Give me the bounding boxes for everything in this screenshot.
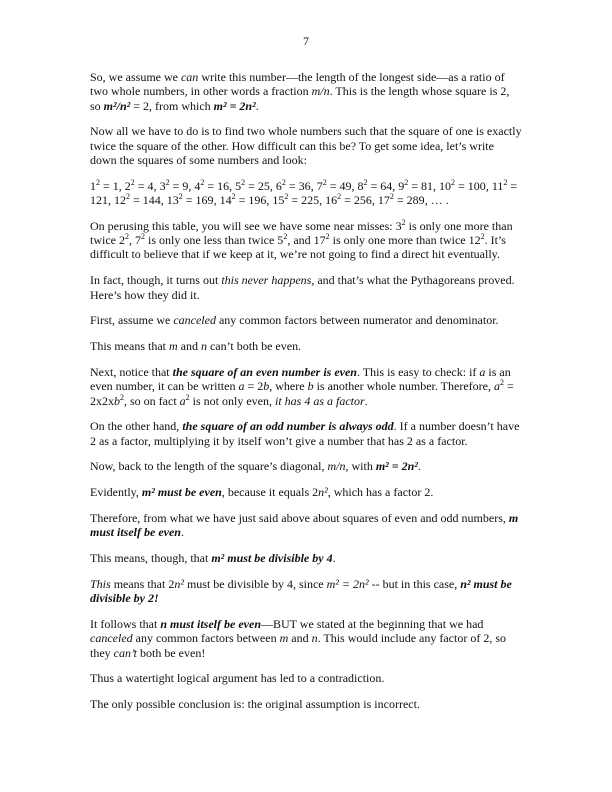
square-value: = 256 [341,193,372,208]
paragraph-not-both-even: This means that m and n can’t both be even. [90,339,302,354]
paragraph-ratio-assumption: So, we assume we can write this number—the length of the longest side—as a ratio of two whole numbers, in other words a fraction m/n. This is the length whose square is 2, so m²/n² = 2, from which m² = 2n². [90,70,510,113]
square-value: = 25 [245,178,270,193]
square-exponent: 2 [404,177,409,187]
square-base: 9 [398,178,405,193]
square-base: 1 [90,178,96,193]
square-exponent: 2 [281,177,286,187]
square-base: 17 [377,193,390,208]
paragraph-n-even: It follows that n must itself be even—BUT we stated at the beginning that we had canceled any common factors between m and n. This would include any factor of 2, so they can’t both be even! [90,617,507,660]
square-base: 13 [166,193,179,208]
paragraph-diagonal: Now, back to the length of the square’s diagonal, m/n, with m² = 2n². [90,459,421,474]
square-value: = 196 [235,193,267,208]
square-base: 12 [114,193,126,208]
page-body [90,70,522,723]
paragraph-divisible-by-4: This means, though, that m² must be divisible by 4. [90,551,336,566]
square-entry [272,193,319,207]
square-base: 14 [219,193,232,208]
square-entry [167,193,214,207]
square-exponent: 2 [96,177,100,187]
paragraph-conclusion: The only possible conclusion is: the original assumption is incorrect. [90,697,420,712]
square-exponent: 2 [178,192,183,202]
square-base: 6 [275,178,282,193]
square-entry [378,193,425,207]
square-base: 7 [316,178,323,193]
square-exponent: 2 [337,192,342,202]
square-value: = 4 [134,178,154,193]
square-value: = 100 [455,178,486,193]
square-exponent: 2 [200,177,205,187]
paragraph-near-misses: On perusing this table, you will see we have some near misses: $3^2$ is only one more than twice $2^2$, $7^2$ is only one less than twice $5^2$, and $17^2$ is only one more than twice $12^2$. It’s difficult to believe that if we keep at it, we’re not going to find a direct hit eventually. [90,217,513,262]
square-value: = 36 [285,178,311,193]
square-base: 10 [439,178,452,193]
square-value: = 169 [182,193,214,208]
square-entry [114,193,161,207]
square-entry [276,179,311,193]
square-base: 16 [325,193,338,208]
square-exponent: 2 [126,192,130,202]
square-base: 15 [272,193,285,208]
paragraph-odd-square: On the other hand, the square of an odd number is always odd. If a number doesn’t have 2 as a factor, multiplying it by itself won’t give a number that has 2 as a factor. [90,419,520,448]
square-value: = 9 [169,178,189,193]
paragraph-even-square: Next, notice that the square of an even number is even. This is easy to check: if a is an even number, it can be written a = 2b, where b is another whole number. Therefore, $a^2 = 2x2xb^2$, so on fact $a^2$ is not only even, it has 4 as a factor. [90,364,514,408]
square-entry [398,179,433,193]
square-exponent: 2 [284,192,289,202]
square-base: 5 [235,178,242,193]
square-base: 11 [491,178,504,193]
paragraph-never-happens: In fact, though, it turns out this never happens, and that’s what the Pythagoreans proved. Here’s how they did it. [90,273,515,302]
square-value: = 121 [90,178,518,208]
paragraph-m-even: Therefore, from what we have just said above about squares of even and odd numbers, m must itself be even. [90,511,519,540]
square-exponent: 2 [130,177,135,187]
square-entry [160,179,189,193]
page-number: 7 [303,34,309,48]
square-entry [90,179,119,193]
paragraph-find-numbers: Now all we have to do is to find two whole numbers such that the square of one is exactly twice the square of the other. How difficult can this be? To get some idea, let’s write down the squares of some numbers and look: [90,124,522,167]
square-base: 3 [159,178,166,193]
square-base: 4 [194,178,201,193]
square-entry [317,179,352,193]
square-exponent: 2 [241,177,246,187]
square-exponent: 2 [322,177,327,187]
square-exponent: 2 [389,192,394,202]
squares-table: $1^2 = 1$, $2^2 = 4$, $3^2 = 9$, $4^2 = 16$, $5^2 = 25$, $6^2 = 36$, $7^2 = 49$, $8^2 = 64$, $9^2 = 81$, $10^2 = 100$, $11^2 = 121$, $12^2 = 144$, $13^2 = 169$, $14^2 = 196$, $15^2 = 225$, $16^2 = 256$, $17^2 = 289$, … . [90,177,518,208]
squares-tail: , … . [424,193,449,208]
paragraph-m-squared-even: Evidently, m² must be even, because it equals 2n², which has a factor 2. [90,485,434,500]
square-exponent: 2 [503,177,508,187]
square-entry [220,193,267,207]
square-value: = 64 [367,178,393,193]
paragraph-cancel-factors: First, assume we canceled any common factors between numerator and denominator. [90,313,499,328]
square-entry [357,179,392,193]
square-base: 8 [357,178,364,193]
square-value: = 81 [408,178,434,193]
square-entry [325,193,372,207]
square-exponent: 2 [451,177,456,187]
square-exponent: 2 [231,192,236,202]
square-value: = 225 [288,193,320,208]
square-value: = 49 [326,178,352,193]
square-base: 2 [124,178,131,193]
square-exponent: 2 [165,177,170,187]
square-value: = 144 [130,193,161,208]
square-exponent: 2 [363,177,368,187]
square-value: = 16 [204,178,230,193]
square-entry [194,179,229,193]
square-value: = 289 [393,193,425,208]
paragraph-divisible-by-2: This means that 2n² must be divisible by 4, since m² = 2n² -- but in this case, n² must be divisible by 2! [90,576,512,606]
square-entry [439,179,486,193]
paragraph-contradiction: Thus a watertight logical argument has led to a contradiction. [90,671,385,686]
square-entry [235,179,270,193]
square-value: = 1 [100,178,119,193]
square-entry [125,179,154,193]
